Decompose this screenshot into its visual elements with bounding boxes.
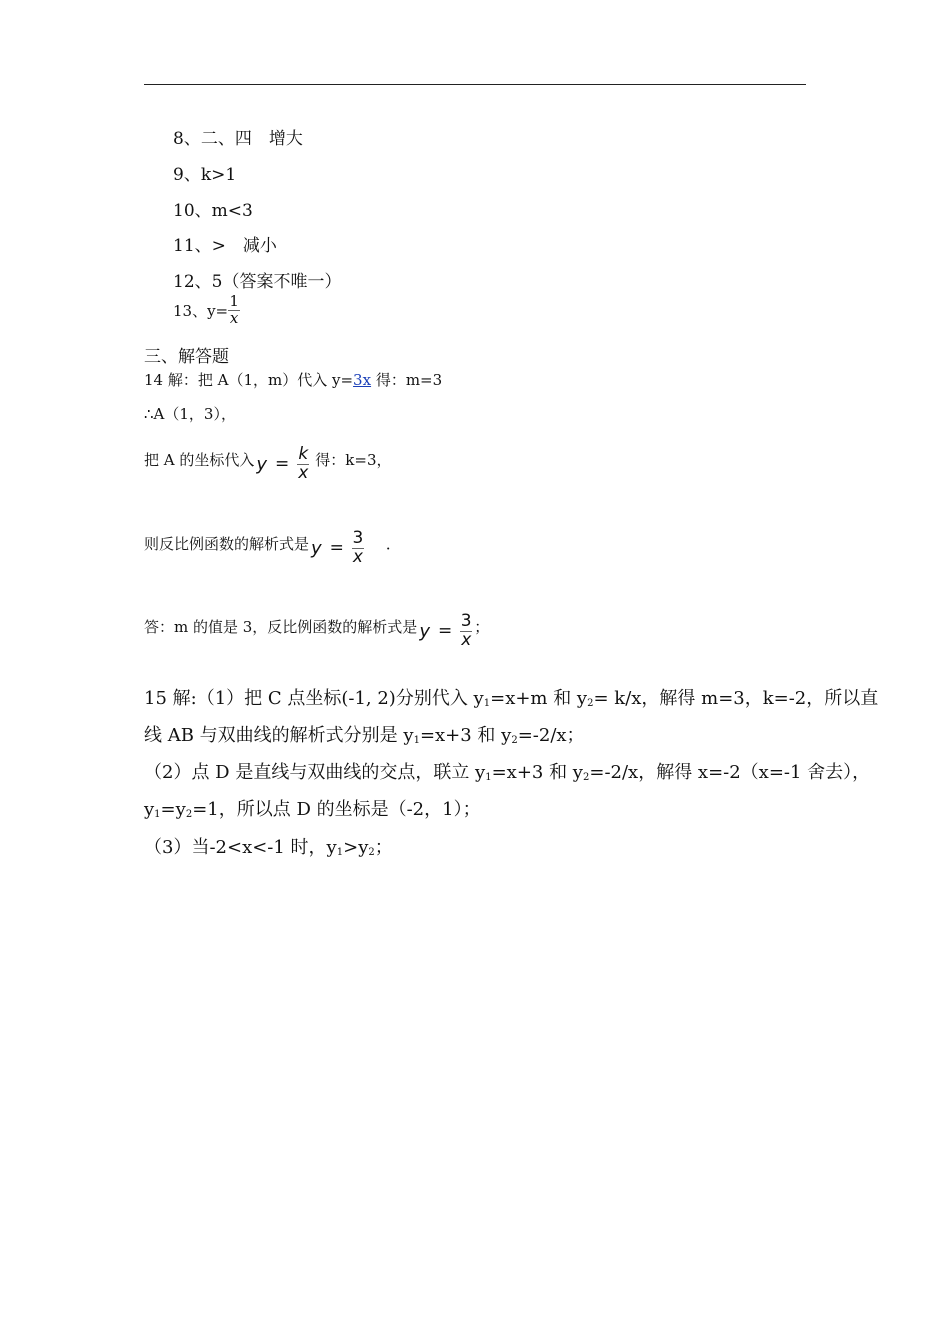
q15-line5: [144, 829, 393, 871]
q15-l5-c: ；: [374, 837, 393, 858]
answer-10: 10、m<3: [173, 201, 253, 221]
answer-12: 12、5（答案不唯一）: [173, 272, 342, 292]
fraction-3-over-x: [352, 530, 364, 567]
q15-l5-a: （3）当-2<x<-1 时，y: [144, 837, 337, 858]
q15-l3-b: =x+3 和 y: [491, 762, 583, 783]
answer-13: [173, 294, 240, 327]
q14-line4-text: 则反比例函数的解析式是: [144, 535, 310, 553]
answer-11: 11、> 减小: [173, 236, 277, 256]
q15-l5-b: >y: [343, 837, 369, 858]
answer-13-prefix: 13、y=: [173, 301, 229, 320]
q14-line1-result: 得：m=3: [371, 371, 443, 389]
header-rule: [144, 84, 806, 85]
math-equals: =: [275, 454, 290, 475]
q15-l2-a: 线 AB 与双曲线的解析式分别是 y: [144, 725, 414, 746]
q15-l2-c: =-2/x；: [517, 725, 585, 746]
q15-line2: [144, 717, 585, 759]
fraction-denominator: x: [352, 546, 363, 567]
q14-line3-text: 把 A 的坐标代入: [144, 451, 255, 469]
math-equals: =: [329, 538, 344, 559]
subscript: 2: [185, 809, 193, 820]
math-equals: =: [437, 621, 453, 642]
q15-l2-b: =x+3 和 y: [419, 725, 512, 746]
answer-8: 8、二、四 增大: [173, 129, 303, 149]
subscript: 2: [582, 772, 590, 783]
q14-link-3x[interactable]: 3x: [353, 371, 372, 389]
q15-l1-b: =x+m 和 y: [490, 688, 588, 709]
subscript: 2: [368, 847, 375, 858]
q15-l4-b: =y: [160, 799, 186, 820]
math-y: y: [311, 537, 322, 559]
q15-l1-a: 15 解:（1）把 C 点坐标(-1, 2)分别代入 y: [144, 688, 484, 709]
q14-line5-text: 答：m 的值是 3，反比例函数的解析式是: [144, 618, 418, 636]
q15-l4-a: y: [144, 799, 155, 820]
q14-line5: [144, 613, 489, 650]
q15-line4: [144, 791, 481, 833]
q14-line5-end: ；: [474, 618, 490, 636]
q14-line4-end: ．: [385, 535, 401, 553]
q14-line2: ∴A（1，3），: [144, 405, 236, 423]
fraction-denominator: x: [298, 462, 309, 483]
q15-l4-c: =1，所以点 D 的坐标是（-2，1）；: [192, 799, 481, 820]
subscript: 2: [511, 735, 518, 746]
fraction-numerator: 3: [460, 611, 472, 631]
q14-line3-result: 得：k=3，: [315, 451, 392, 469]
subscript: 1: [485, 772, 492, 783]
q14-line1: [144, 369, 442, 390]
q15-l3-a: （2）点 D 是直线与双曲线的交点，联立 y: [144, 762, 486, 783]
math-y: y: [256, 453, 268, 475]
subscript: 1: [336, 847, 344, 858]
subscript: 1: [154, 809, 161, 820]
section-title: 三、解答题: [144, 347, 229, 367]
subscript: 1: [413, 735, 420, 746]
math-y: y: [419, 620, 430, 642]
q15-l1-c: = k/x，解得 m=3，k=-2，所以直: [593, 688, 879, 709]
answer-13-numerator: 1: [229, 292, 239, 310]
q15-line1: [144, 680, 878, 722]
q14-line3: [144, 446, 391, 483]
q15-line3: [144, 754, 870, 796]
fraction-numerator: k: [298, 444, 309, 464]
fraction-numerator: 3: [352, 528, 364, 548]
q14-line1-text: 14 解：把 A（1，m）代入 y=: [144, 371, 354, 389]
fraction-denominator: x: [461, 629, 472, 650]
q15-l3-c: =-2/x，解得 x=-2（x=-1 舍去），: [589, 762, 871, 783]
answer-13-denominator: x: [229, 308, 239, 327]
fraction-k-over-x: [297, 446, 309, 483]
answer-9: 9、k>1: [173, 165, 237, 185]
fraction-3-over-x: [460, 613, 472, 650]
q14-line4: [144, 530, 401, 567]
subscript: 1: [483, 698, 491, 709]
answer-13-fraction: [228, 294, 240, 327]
subscript: 2: [587, 698, 594, 709]
